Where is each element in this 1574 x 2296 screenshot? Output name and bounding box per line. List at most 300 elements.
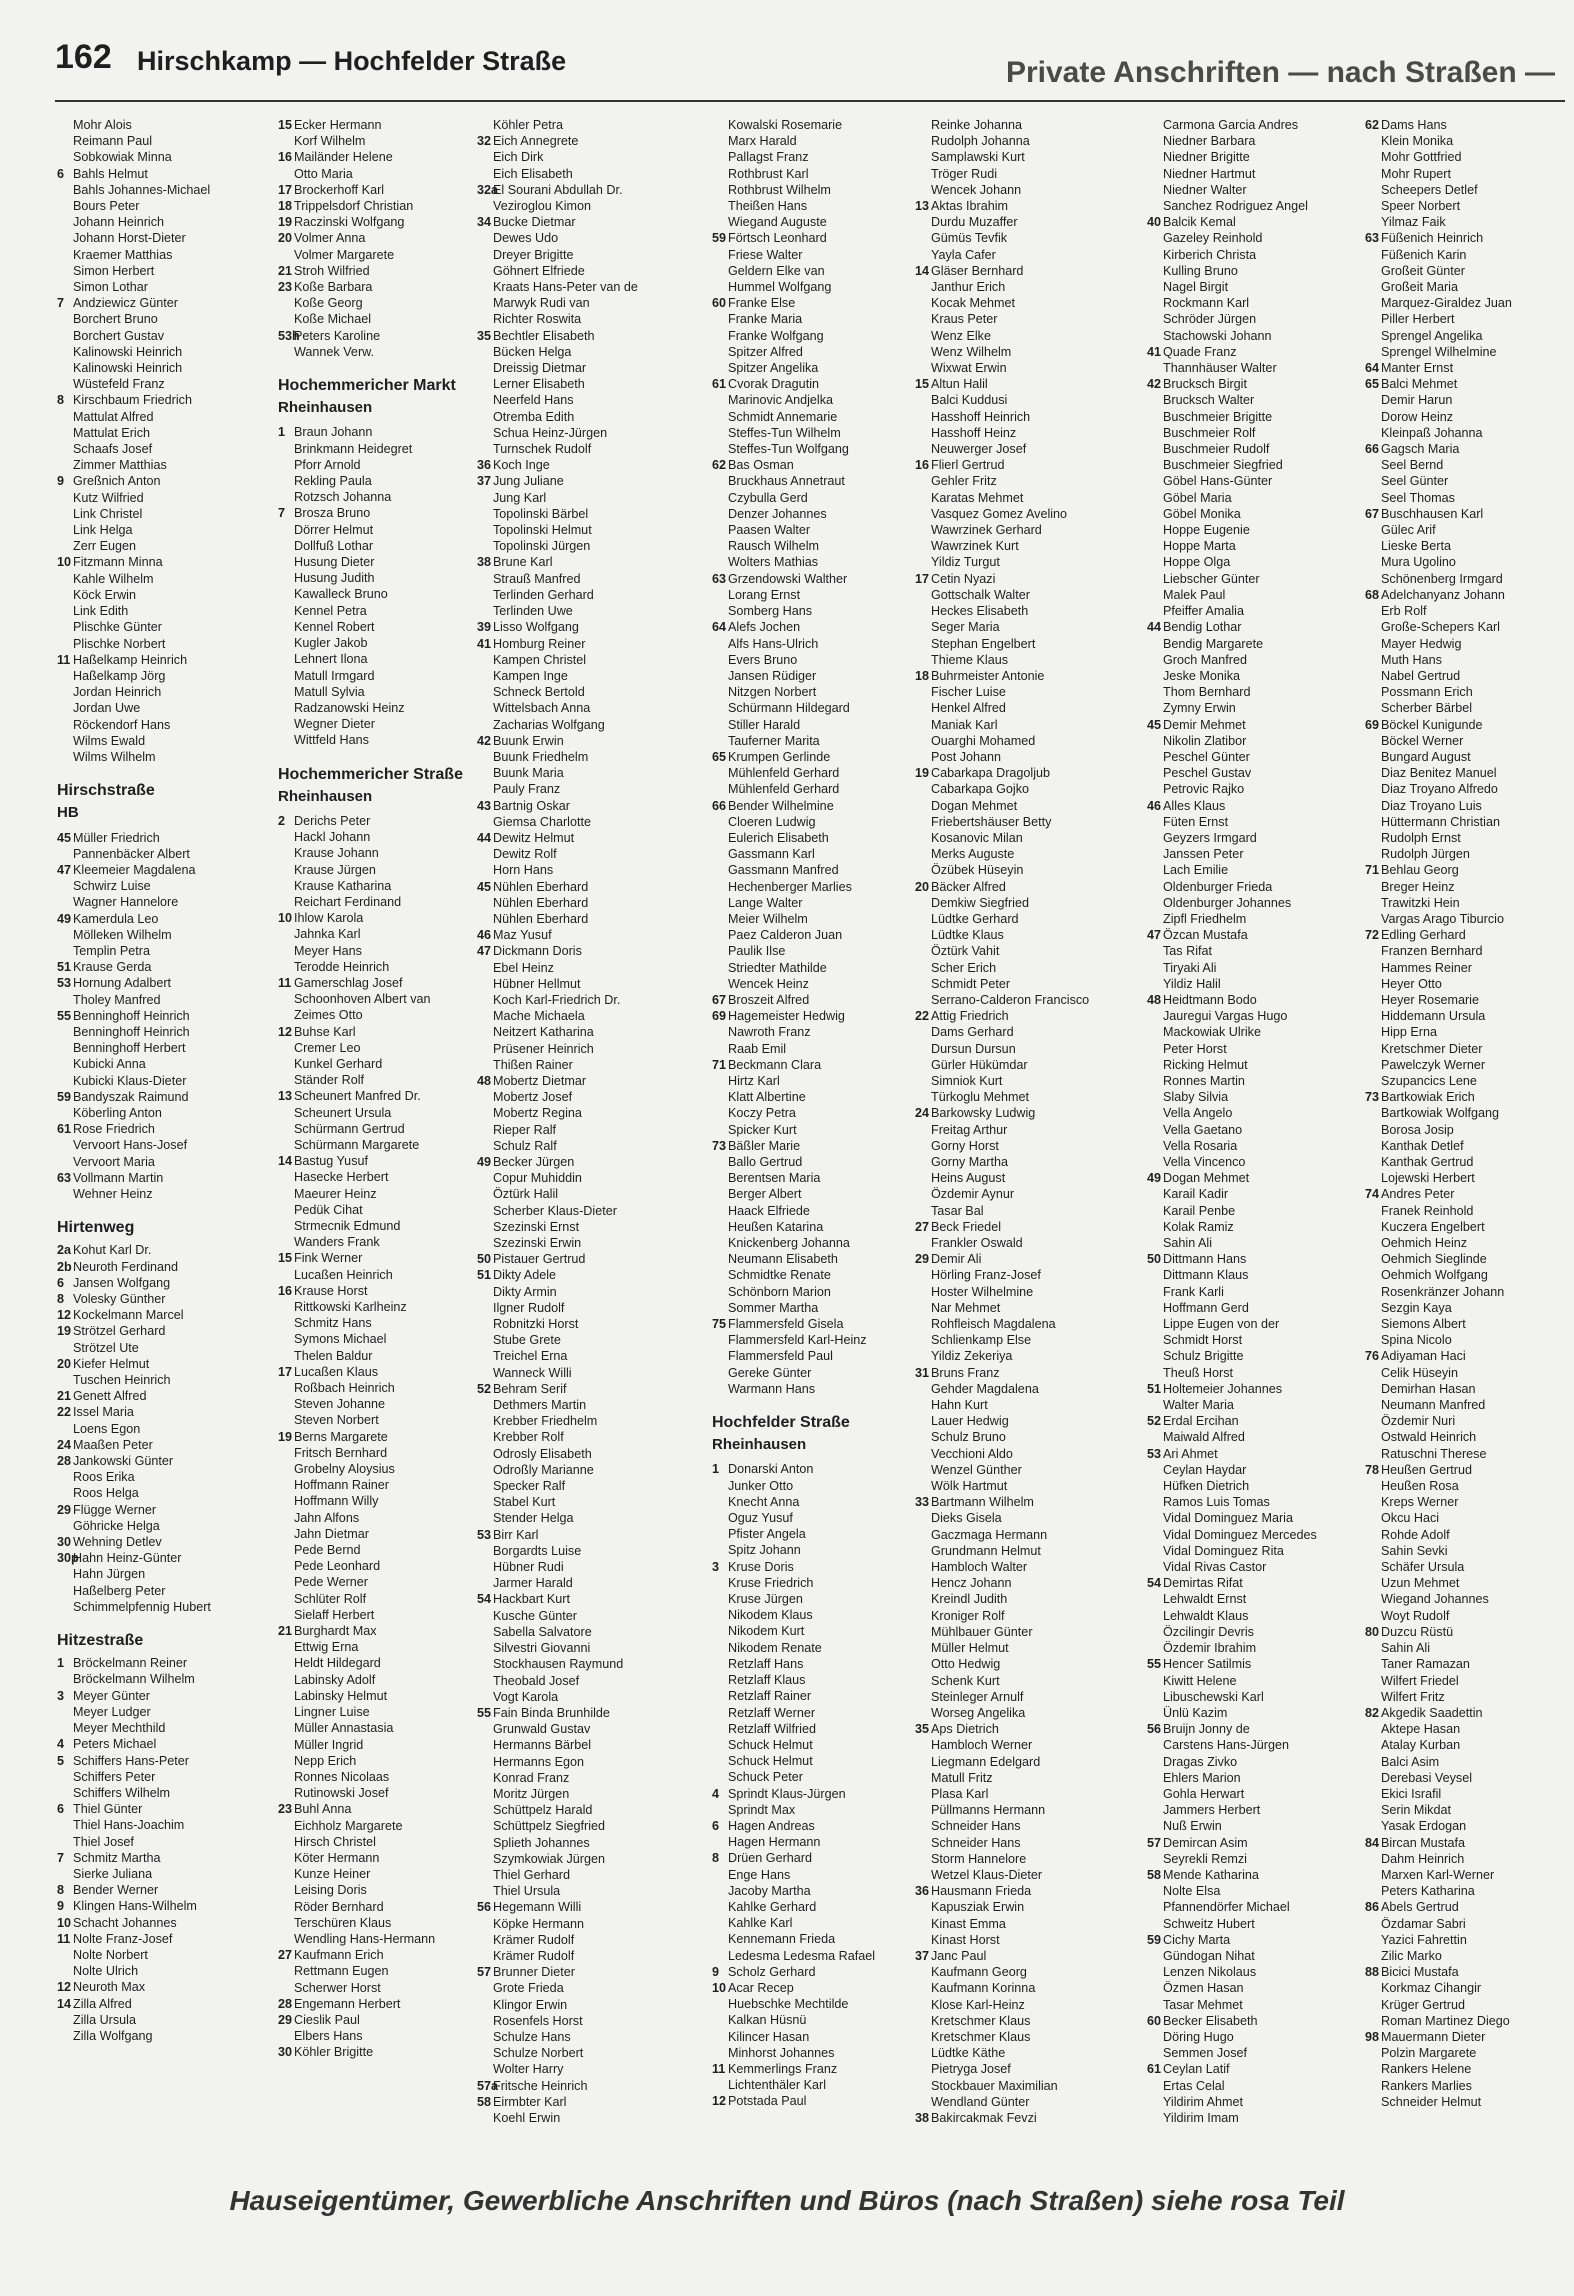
resident-entry <box>1147 2061 1362 2077</box>
house-number: 46 <box>1147 798 1162 813</box>
resident-name: Müller Helmut <box>931 1641 1009 1656</box>
house-number: 9 <box>712 1964 720 1979</box>
resident-entry <box>712 247 927 263</box>
resident-name: Kraats Hans-Peter van de <box>493 280 638 295</box>
resident-entry <box>57 1599 272 1615</box>
resident-name: Kalkan Hüsnü <box>728 2013 807 2028</box>
resident-entry <box>712 1867 927 1883</box>
resident-name: Dikty Armin <box>493 1284 557 1299</box>
resident-name: Krause Johann <box>294 846 379 861</box>
house-number: 64 <box>1365 361 1380 376</box>
resident-name: Wenz Elke <box>931 328 991 343</box>
resident-name: Brucksch Birgit <box>1163 377 1247 392</box>
house-number: 65 <box>1365 377 1380 392</box>
resident-entry <box>1365 1673 1574 1689</box>
resident-entry <box>477 1786 692 1802</box>
house-number: 63 <box>57 1170 72 1185</box>
resident-entry <box>712 2061 927 2077</box>
resident-name: Rieper Ralf <box>493 1122 556 1137</box>
street-heading: Hirschstraße <box>57 782 155 800</box>
resident-entry <box>1365 182 1574 198</box>
resident-entry <box>915 684 1130 700</box>
resident-entry <box>915 1138 1130 1154</box>
resident-entry <box>712 814 927 830</box>
resident-entry <box>712 895 927 911</box>
resident-entry <box>1365 1510 1574 1526</box>
resident-name: Abels Gertrud <box>1381 1900 1459 1915</box>
resident-name: Aktepe Hasan <box>1381 1722 1461 1737</box>
resident-entry <box>1147 749 1362 765</box>
resident-name: Szymkowiak Jürgen <box>493 1851 605 1866</box>
resident-entry <box>1147 1381 1362 1397</box>
resident-name: Lenzen Nikolaus <box>1163 1965 1257 1980</box>
resident-entry <box>477 636 692 652</box>
resident-entry <box>712 1672 927 1688</box>
resident-entry <box>1147 1835 1362 1851</box>
resident-name: Yayla Cafer <box>931 247 996 262</box>
resident-name: Yilmaz Faik <box>1381 215 1446 230</box>
resident-name: Bours Peter <box>73 199 140 214</box>
resident-name: Yazici Fahrettin <box>1381 1932 1467 1947</box>
resident-entry <box>1147 360 1362 376</box>
resident-name: Benninghoff Heinrich <box>73 1024 190 1039</box>
resident-entry <box>278 295 493 311</box>
resident-entry <box>1365 1429 1574 1445</box>
resident-name: Schönborn Marion <box>728 1284 831 1299</box>
resident-entry <box>477 1997 692 2013</box>
resident-name: Kanthak Detlef <box>1381 1138 1464 1153</box>
resident-name: Ecker Hermann <box>294 118 382 132</box>
resident-name: Dragas Zivko <box>1163 1754 1238 1769</box>
resident-entry <box>1365 117 1574 133</box>
resident-name: Böckel Kunigunde <box>1381 717 1483 732</box>
resident-name: Schlüter Rolf <box>294 1591 367 1606</box>
resident-entry <box>915 1624 1130 1640</box>
resident-entry <box>915 1802 1130 1818</box>
resident-name: Koße Georg <box>294 296 363 311</box>
resident-entry <box>278 910 493 926</box>
resident-name: Demir Mehmet <box>1163 717 1246 732</box>
resident-entry <box>915 636 1130 652</box>
resident-name: Derichs Peter <box>294 813 371 828</box>
resident-entry <box>57 149 272 165</box>
house-number: 8 <box>57 1883 65 1898</box>
resident-entry <box>278 214 493 230</box>
street-heading: Hochemmericher Straße <box>278 765 463 783</box>
resident-name: Heußen Katarina <box>728 1219 824 1234</box>
resident-entry <box>57 1502 272 1518</box>
resident-entry <box>57 1307 272 1323</box>
resident-entry <box>712 409 927 425</box>
resident-entry <box>57 1372 272 1388</box>
resident-entry <box>1147 1932 1362 1948</box>
resident-entry <box>477 1008 692 1024</box>
resident-name: Carstens Hans-Jürgen <box>1163 1738 1289 1753</box>
resident-name: Freitag Arthur <box>931 1122 1008 1137</box>
resident-entry <box>1147 2029 1362 2045</box>
resident-name: Rudolph Ernst <box>1381 830 1461 845</box>
resident-entry <box>712 1105 927 1121</box>
resident-entry <box>1147 1916 1362 1932</box>
resident-entry <box>1365 1170 1574 1186</box>
house-number: 52 <box>477 1381 492 1396</box>
resident-entry <box>915 960 1130 976</box>
resident-entry <box>1365 1462 1574 1478</box>
resident-entry <box>57 117 272 133</box>
resident-name: Rose Friedrich <box>73 1122 155 1137</box>
resident-name: Flammersfeld Paul <box>728 1349 833 1364</box>
resident-entry <box>278 1996 493 2012</box>
resident-name: Hoffmann Rainer <box>294 1478 389 1493</box>
house-number: 59 <box>712 231 727 246</box>
resident-entry <box>477 230 692 246</box>
house-number: 28 <box>278 1996 293 2011</box>
resident-entry <box>712 2029 927 2045</box>
resident-entry <box>57 927 272 943</box>
house-number: 13 <box>278 1089 293 1104</box>
resident-entry <box>1365 1543 1574 1559</box>
resident-name: Jordan Uwe <box>73 701 141 716</box>
resident-entry <box>1365 1818 1574 1834</box>
house-number: 63 <box>712 571 727 586</box>
column-7 <box>1365 117 1574 2110</box>
resident-entry <box>1365 1089 1574 1105</box>
resident-entry <box>57 1671 272 1687</box>
resident-name: Kahlke Gerhard <box>728 1899 817 1914</box>
resident-name: Hammes Reiner <box>1381 960 1472 975</box>
resident-entry <box>477 117 692 133</box>
resident-entry <box>278 1153 493 1169</box>
resident-name: Brune Karl <box>493 555 553 570</box>
resident-name: Bender Werner <box>73 1883 159 1898</box>
resident-entry <box>57 959 272 975</box>
resident-entry <box>278 1915 493 1931</box>
resident-entry <box>1147 943 1362 959</box>
resident-entry <box>278 1056 493 1072</box>
resident-entry <box>712 1203 927 1219</box>
resident-name: Benninghoff Herbert <box>73 1041 186 1056</box>
resident-entry <box>477 1721 692 1737</box>
resident-entry <box>477 798 692 814</box>
resident-entry <box>1365 1008 1574 1024</box>
resident-name: Adelchanyanz Johann <box>1381 587 1505 602</box>
resident-name: Konrad Franz <box>493 1770 570 1785</box>
resident-name: Niedner Barbara <box>1163 134 1256 149</box>
resident-name: Vella Rosaria <box>1163 1138 1238 1153</box>
resident-entry <box>57 522 272 538</box>
house-number: 17 <box>278 182 293 197</box>
resident-entry <box>57 1008 272 1024</box>
resident-entry <box>1147 214 1362 230</box>
resident-entry <box>278 991 493 1007</box>
house-number: 23 <box>278 280 293 295</box>
resident-name: Janthur Erich <box>931 280 1006 295</box>
resident-entry <box>278 1607 493 1623</box>
resident-entry <box>278 1283 493 1299</box>
resident-name: Pannenbäcker Albert <box>73 846 190 861</box>
resident-name: Öztürk Halil <box>493 1187 559 1202</box>
resident-name: Yildiz Turgut <box>931 555 1000 570</box>
resident-entry <box>477 1251 692 1267</box>
resident-name: Wüstefeld Franz <box>73 377 165 392</box>
resident-entry <box>712 425 927 441</box>
resident-entry <box>1365 684 1574 700</box>
resident-entry <box>712 571 927 587</box>
resident-name: Schürmann Margarete <box>294 1137 420 1152</box>
resident-name: Seger Maria <box>931 620 1000 635</box>
resident-entry <box>1365 376 1574 392</box>
house-number: 14 <box>57 1996 72 2011</box>
resident-name: Neumann Elisabeth <box>728 1252 838 1267</box>
resident-name: Topolinski Jürgen <box>493 539 591 554</box>
resident-name: Rausch Wilhelm <box>728 539 819 554</box>
resident-entry <box>1147 684 1362 700</box>
resident-entry <box>278 894 493 910</box>
house-number: 54 <box>1147 1576 1162 1591</box>
resident-entry <box>278 1672 493 1688</box>
resident-entry <box>57 571 272 587</box>
resident-name: Marinovic Andjelka <box>728 393 833 408</box>
resident-name: Röder Bernhard <box>294 1899 384 1914</box>
resident-name: Retzlaff Hans <box>728 1656 804 1671</box>
resident-entry <box>477 457 692 473</box>
resident-entry <box>915 506 1130 522</box>
resident-name: Polzin Margarete <box>1381 2046 1477 2061</box>
resident-name: Schiffers Wilhelm <box>73 1785 171 1800</box>
resident-entry <box>1147 1397 1362 1413</box>
resident-name: Kruse Jürgen <box>728 1592 803 1607</box>
resident-name: Haßelkamp Heinrich <box>73 652 188 667</box>
resident-name: Hasshoff Heinrich <box>931 409 1031 424</box>
resident-name: Klatt Albertine <box>728 1090 806 1105</box>
resident-entry <box>712 149 927 165</box>
resident-name: Mura Ugolino <box>1381 555 1456 570</box>
resident-entry <box>1147 846 1362 862</box>
house-number: 50 <box>477 1252 492 1267</box>
house-number: 61 <box>1147 2062 1162 2077</box>
resident-entry <box>712 214 927 230</box>
resident-entry <box>57 392 272 408</box>
resident-name: Volesky Günther <box>73 1292 166 1307</box>
resident-name: Johann Heinrich <box>73 215 165 230</box>
resident-name: Türkoglu Mehmet <box>931 1090 1029 1105</box>
resident-name: Vogt Karola <box>493 1689 559 1704</box>
resident-entry <box>1147 1705 1362 1721</box>
resident-name: Maaßen Peter <box>73 1437 153 1452</box>
resident-entry <box>1147 441 1362 457</box>
resident-entry <box>477 1624 692 1640</box>
resident-name: Ricking Helmut <box>1163 1057 1248 1072</box>
resident-name: Peters Michael <box>73 1737 157 1752</box>
resident-name: Broszeit Alfred <box>728 992 810 1007</box>
resident-name: Possmann Erich <box>1381 685 1473 700</box>
resident-entry <box>712 960 927 976</box>
resident-entry <box>57 295 272 311</box>
resident-entry <box>278 1218 493 1234</box>
resident-name: Buschmeier Rolf <box>1163 425 1256 440</box>
resident-name: Nabel Gertrud <box>1381 668 1461 683</box>
resident-name: Reichart Ferdinand <box>294 894 402 909</box>
resident-entry <box>477 1656 692 1672</box>
resident-name: Demircan Asim <box>1163 1835 1248 1850</box>
house-number: 73 <box>712 1138 727 1153</box>
resident-name: Strötzel Ute <box>73 1340 139 1355</box>
resident-name: Pallagst Franz <box>728 150 809 165</box>
resident-name: Großeit Günter <box>1381 263 1465 278</box>
resident-entry <box>477 425 692 441</box>
resident-entry <box>1147 814 1362 830</box>
resident-name: Eich Annegrete <box>493 134 579 149</box>
resident-entry <box>57 846 272 862</box>
resident-entry <box>712 457 927 473</box>
resident-name: Veziroglou Kimon <box>493 199 592 214</box>
resident-name: Steven Norbert <box>294 1413 379 1428</box>
resident-entry <box>1365 506 1574 522</box>
resident-entry <box>1147 1316 1362 1332</box>
resident-entry <box>57 603 272 619</box>
resident-name: Strauß Manfred <box>493 571 581 586</box>
resident-entry <box>712 1818 927 1834</box>
house-number: 9 <box>57 474 65 489</box>
resident-entry <box>477 717 692 733</box>
resident-name: Kowalski Rosemarie <box>728 118 843 132</box>
resident-name: Krüger Gertrud <box>1381 1997 1465 2012</box>
resident-name: Ünlü Kazim <box>1163 1705 1228 1720</box>
resident-name: Sahin Sevki <box>1381 1543 1448 1558</box>
resident-entry <box>1365 652 1574 668</box>
resident-entry <box>477 1802 692 1818</box>
resident-name: Mayer Hedwig <box>1381 636 1462 651</box>
page-header <box>55 38 1555 98</box>
house-number: 59 <box>1147 1932 1162 1947</box>
resident-entry <box>915 1591 1130 1607</box>
resident-entry <box>1365 1786 1574 1802</box>
resident-name: Buunk Erwin <box>493 733 564 748</box>
resident-name: Janc Paul <box>931 1948 987 1963</box>
resident-entry <box>57 830 272 846</box>
resident-name: Dickmann Doris <box>493 944 582 959</box>
house-number: 50 <box>1147 1252 1162 1267</box>
resident-entry <box>712 360 927 376</box>
resident-name: Förtsch Leonhard <box>728 231 827 246</box>
house-number: 63 <box>1365 231 1380 246</box>
resident-name: Bröckelmann Wilhelm <box>73 1672 195 1687</box>
resident-entry <box>278 845 493 861</box>
resident-name: Ehlers Marion <box>1163 1770 1241 1785</box>
resident-entry <box>57 943 272 959</box>
resident-name: Peters Katharina <box>1381 1884 1475 1899</box>
house-number: 40 <box>1147 215 1162 230</box>
house-number: 47 <box>57 862 72 877</box>
resident-entry <box>1147 1219 1362 1235</box>
resident-entry <box>1365 1721 1574 1737</box>
resident-name: Kaufmann Georg <box>931 1965 1027 1980</box>
house-number: 41 <box>1147 344 1162 359</box>
resident-name: Ertas Celal <box>1163 2078 1225 2093</box>
resident-entry <box>712 1607 927 1623</box>
resident-name: Rekling Paula <box>294 474 372 489</box>
resident-name: Hechenberger Marlies <box>728 879 852 894</box>
resident-entry <box>57 1242 272 1258</box>
resident-entry <box>712 1284 927 1300</box>
resident-name: Serrano-Calderon Francisco <box>931 992 1090 1007</box>
resident-name: Schoonhoven Albert van <box>294 992 431 1007</box>
resident-entry <box>1365 1348 1574 1364</box>
resident-entry <box>915 1122 1130 1138</box>
resident-name: Klein Monika <box>1381 134 1454 149</box>
resident-entry <box>1147 1786 1362 1802</box>
resident-entry <box>278 1963 493 1979</box>
resident-entry <box>278 311 493 327</box>
resident-name: Borgardts Luise <box>493 1543 582 1558</box>
resident-name: Nolte Franz-Josef <box>73 1931 173 1946</box>
resident-name: Wannek Verw. <box>294 344 375 359</box>
resident-entry <box>1147 1591 1362 1607</box>
resident-entry <box>57 473 272 489</box>
resident-name: Dogan Mehmet <box>931 798 1018 813</box>
resident-entry <box>477 1365 692 1381</box>
resident-name: Taner Ramazan <box>1381 1657 1470 1672</box>
resident-entry <box>477 166 692 182</box>
resident-name: Kraus Peter <box>931 312 998 327</box>
resident-name: Denzer Johannes <box>728 506 827 521</box>
resident-name: Bicici Mustafa <box>1381 1965 1459 1980</box>
resident-entry <box>915 717 1130 733</box>
resident-entry <box>712 311 927 327</box>
resident-name: Fain Binda Brunhilde <box>493 1705 610 1720</box>
resident-name: Gagsch Maria <box>1381 442 1460 457</box>
resident-name: Korf Wilhelm <box>294 134 366 149</box>
resident-name: Odroßly Marianne <box>493 1462 594 1477</box>
resident-name: Lojewski Herbert <box>1381 1171 1475 1186</box>
resident-entry <box>278 1704 493 1720</box>
resident-name: Simniok Kurt <box>931 1073 1003 1088</box>
resident-name: El Sourani Abdullah Dr. <box>493 182 623 197</box>
resident-name: Hambloch Walter <box>931 1560 1028 1575</box>
resident-name: Jordan Heinrich <box>73 685 162 700</box>
house-number: 11 <box>712 2061 726 2076</box>
resident-entry <box>1365 1219 1574 1235</box>
resident-entry <box>915 1235 1130 1251</box>
resident-name: Beck Friedel <box>931 1219 1001 1234</box>
resident-entry <box>278 700 493 716</box>
house-number: 7 <box>57 296 65 311</box>
resident-name: Greßnich Anton <box>73 474 161 489</box>
house-number: 18 <box>278 199 293 214</box>
resident-name: Lauer Hedwig <box>931 1414 1009 1429</box>
resident-entry <box>1365 927 1574 943</box>
resident-entry <box>1365 830 1574 846</box>
resident-entry <box>915 1656 1130 1672</box>
house-number: 53 <box>1147 1446 1162 1461</box>
resident-entry <box>1365 1316 1574 1332</box>
resident-name: Oehmich Sieglinde <box>1381 1252 1487 1267</box>
resident-name: Kampen Inge <box>493 668 568 683</box>
resident-name: Ceylan Latif <box>1163 2062 1230 2077</box>
resident-entry <box>477 1170 692 1186</box>
resident-name: Eirmbter Karl <box>493 2094 567 2109</box>
house-number: 86 <box>1365 1900 1380 1915</box>
resident-name: Friebertshäuser Betty <box>931 814 1052 829</box>
house-number: 37 <box>477 474 492 489</box>
resident-name: Peschel Gustav <box>1163 766 1252 781</box>
resident-name: Demir Ali <box>931 1252 982 1267</box>
resident-entry <box>1365 862 1574 878</box>
resident-name: Müller Ingrid <box>294 1737 364 1752</box>
resident-name: Sanchez Rodriguez Angel <box>1163 199 1308 214</box>
resident-name: Sommer Martha <box>728 1300 819 1315</box>
resident-name: Kockelmann Marcel <box>73 1308 184 1323</box>
